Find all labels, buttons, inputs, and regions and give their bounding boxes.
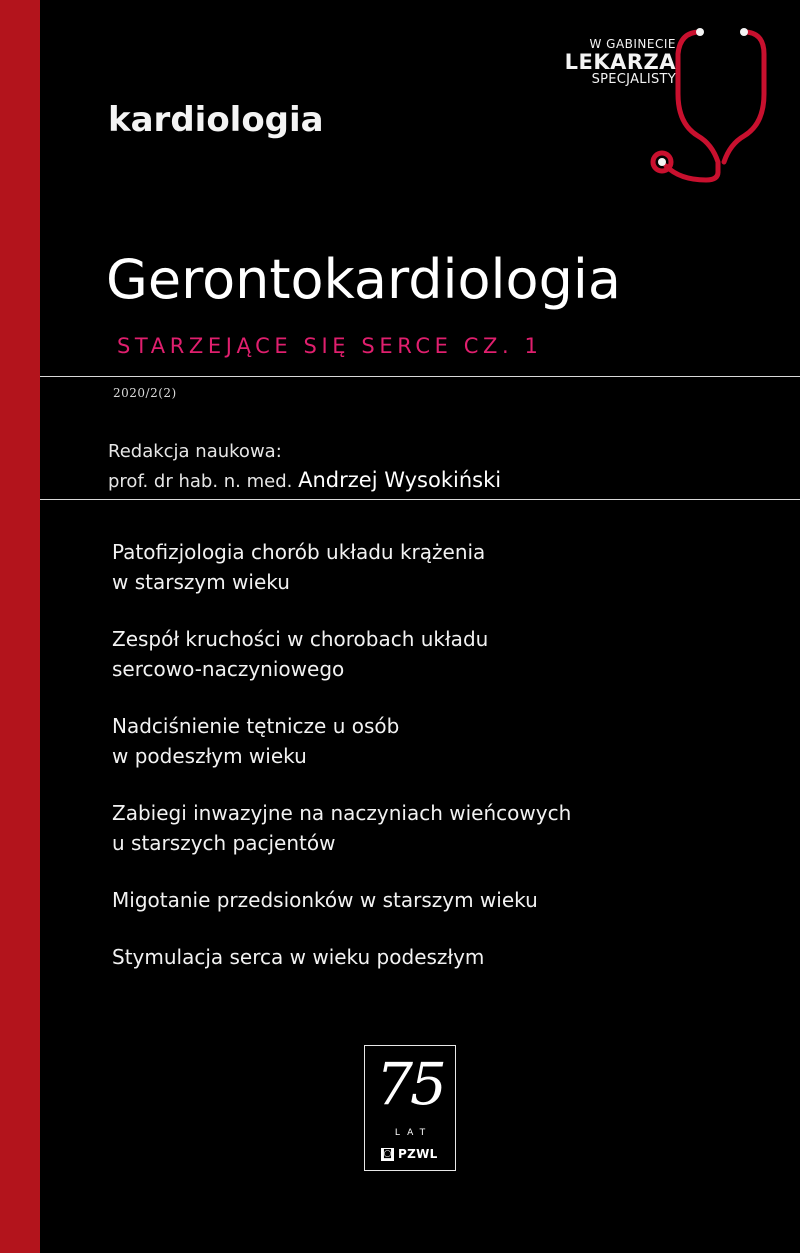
topic-item: Zespół kruchości w chorobach układu sercowo-naczyniowego — [112, 627, 489, 681]
issue-number: 2020/2(2) — [113, 386, 177, 400]
red-side-band — [0, 0, 40, 1253]
book-title: Gerontokardiologia — [106, 248, 621, 311]
topics-list — [112, 537, 752, 999]
anniversary-badge — [364, 1045, 456, 1171]
publisher-mark-icon: ◙ — [381, 1148, 394, 1161]
editor-prefix: prof. dr hab. n. med. — [108, 471, 293, 492]
anniversary-number: 75 — [376, 1050, 444, 1118]
divider — [40, 499, 800, 500]
editor-line — [108, 466, 501, 496]
topic-item: Patofizjologia chorób układu krążenia w starszym wieku — [112, 540, 486, 594]
anniversary-word: LAT — [394, 1128, 433, 1138]
topic-item: Nadciśnienie tętnicze u osób w podeszłym wieku — [112, 714, 400, 768]
stethoscope-icon — [640, 24, 770, 184]
series-category: kardiologia — [108, 100, 324, 140]
topic-item: Zabiegi inwazyjne na naczyniach wieńcowych u starszych pacjentów — [112, 801, 572, 855]
editor-block — [108, 437, 501, 496]
publisher-name: PZWL — [398, 1147, 438, 1161]
topic-item: Stymulacja serca w wieku podeszłym — [112, 945, 485, 969]
logo-line-2: LEKARZA — [564, 49, 676, 74]
topic-item: Migotanie przedsionków w starszym wieku — [112, 888, 538, 912]
book-subtitle: STARZEJĄCE SIĘ SERCE CZ. 1 — [117, 334, 543, 358]
logo-line-1: W GABINECIE — [589, 37, 676, 51]
divider — [40, 376, 800, 377]
editor-name: Andrzej Wysokiński — [298, 468, 502, 492]
publisher-logo — [381, 1146, 438, 1162]
logo-line-3: SPECJALISTY — [591, 71, 676, 87]
editor-label: Redakcja naukowa: — [108, 441, 282, 462]
